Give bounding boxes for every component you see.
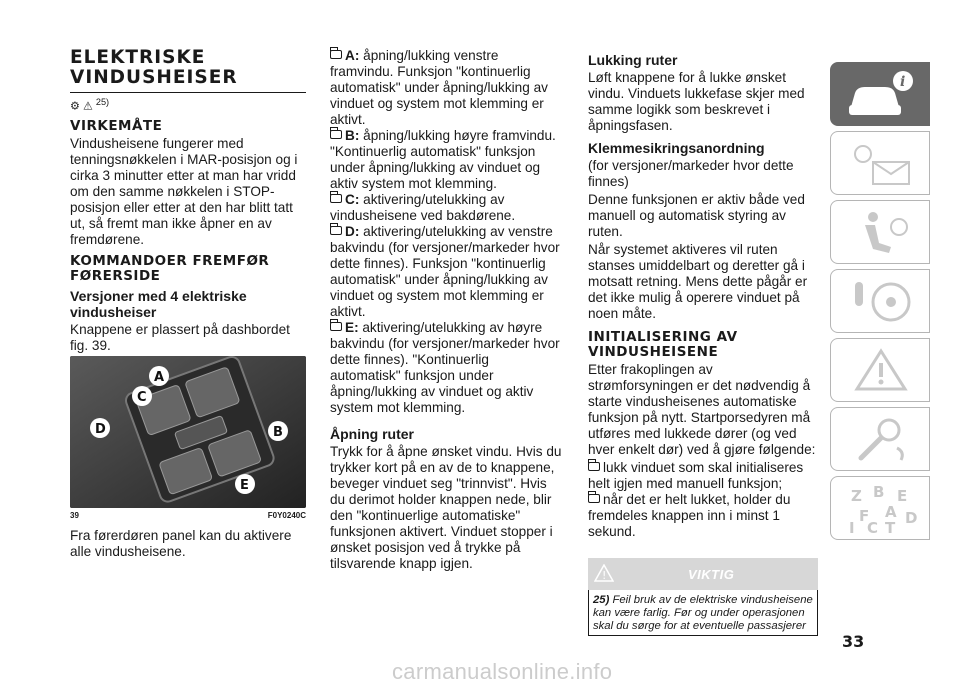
- para-function: Vindusheisene fungerer med tenningsnøkkelen i MAR-posisjon og i cirka 3 minutter etter at man har vridd om den samme nøkkelen i STOP-posisjon eller etter at den har blitt tatt ut, så fremt man ikke åpner en av fremdørene.: [70, 135, 298, 247]
- warning-number: 25): [593, 594, 610, 606]
- list-item: E: aktivering/utelukking av høyre bakvindu (for versjoner/markeder hvor dette finnes). "Kontinuerlig automatisk" funksjon under åpning/lukking av vinduet og aktiv system mot klemming.: [330, 320, 560, 415]
- warning-text: Feil bruk av de elektriske vindusheisene kan være farlig. Før og under operasjonen skal du sørge for at eventuelle passasjerer: [593, 594, 813, 632]
- ref-note: 25): [95, 97, 110, 107]
- warning-triangle-icon: ⚠: [82, 100, 93, 113]
- start-driving-icon: [845, 276, 917, 328]
- para-panel: Fra førerdøren panel kan du aktivere alle vindusheisene.: [70, 527, 292, 559]
- warning-header: [588, 558, 818, 590]
- warning-box: [588, 558, 818, 636]
- bullet-icon: [330, 50, 342, 59]
- callout-b: B: [273, 424, 283, 440]
- list-item: C: aktivering/utelukking av vindusheisene ved bakdørene.: [330, 192, 516, 223]
- tab-index[interactable]: [830, 476, 930, 540]
- svg-text:A: A: [885, 503, 897, 521]
- svg-text:T: T: [885, 519, 896, 535]
- tab-warning-lights[interactable]: [830, 131, 930, 195]
- svg-text:F: F: [859, 507, 870, 525]
- callout-a: A: [154, 369, 165, 385]
- svg-text:D: D: [905, 509, 917, 527]
- svg-text:!: !: [602, 569, 607, 582]
- svg-text:I: I: [849, 519, 855, 535]
- warning-body: [588, 590, 818, 636]
- list-item: B: åpning/lukking høyre framvindu. "Kontinuerlig automatisk" funksjon under åpning/lukking av vinduet og aktiv system mot klemming.: [330, 128, 556, 191]
- heading-open: Åpning ruter: [330, 426, 414, 442]
- list-item: når det er helt lukket, holder du fremdeles knappen inn i minst 1 sekund.: [588, 492, 791, 539]
- init-steps: [588, 460, 818, 540]
- svg-text:B: B: [873, 483, 885, 501]
- section-title-line2: VINDUSHEISER: [70, 67, 238, 88]
- svg-text:E: E: [897, 487, 908, 505]
- tab-car-info[interactable]: [830, 62, 930, 126]
- figure-caption: [70, 511, 306, 520]
- column-2: [330, 48, 562, 574]
- car-wheel-icon: ⚙: [70, 100, 80, 113]
- column-3: [588, 48, 818, 636]
- bullet-icon: [330, 130, 342, 139]
- column-1: [70, 48, 306, 562]
- tab-maintenance[interactable]: [830, 407, 930, 471]
- bullet-icon: [330, 194, 342, 203]
- bullet-icon: [588, 494, 600, 503]
- tab-safety[interactable]: [830, 200, 930, 264]
- emergency-icon: [845, 345, 917, 397]
- callout-c: C: [137, 389, 147, 405]
- list-item: lukk vinduet som skal initialiseres helt igjen med manuell funksjon;: [588, 460, 804, 491]
- list-item: D: aktivering/utelukking av venstre bakvindu (for versjoner/markeder hvor dette finnes). Funksjon "kontinuerlig automatisk" under åpning/lukking av vinduet og system mot klemming er aktivt.: [330, 224, 560, 319]
- para-antipinch-1: (for versjoner/markeder hvor dette finnes): [588, 158, 794, 189]
- safety-icon: [845, 207, 917, 259]
- svg-text:Z: Z: [851, 487, 862, 505]
- para-antipinch-3: Når systemet aktiveres vil ruten stanses umiddelbart og deretter gå i motsatt retning. Mens dette pågår er det ikke mulig å operere vinduet på noen måte.: [588, 242, 808, 321]
- tab-start-driving[interactable]: [830, 269, 930, 333]
- warning-triangle-icon: [594, 564, 614, 582]
- heading-antipinch: Klemmesikringsanordning: [588, 140, 765, 156]
- figure-door-panel: [70, 356, 306, 508]
- title-rule: [70, 92, 306, 93]
- callout-d: D: [95, 421, 106, 437]
- bullet-icon: [330, 226, 342, 235]
- para-init: Etter frakoplingen av strømforsyningen er det nødvendig å starte vindusheisenes automatiske funksjon på nytt. Startporsedyren må utføres med lukkede dører (og ved hver enkelt dør) ved å gjøre følgende:: [588, 362, 816, 457]
- para-open: Trykk for å åpne ønsket vindu. Hvis du trykker kort på en av de to knappene, beveger vinduet seg "trinnvist". Hvis du derimot holder knappen nede, blir den "kontinuerlige automatiske" funksjonen aktivert. Vinduet stopper i ønsket posisjon ved å trykke på tilsvarende knapp igjen.: [330, 444, 562, 571]
- bullet-icon: [588, 462, 600, 471]
- heading-versions: Versjoner med 4 elektriske vindusheiser: [70, 287, 247, 320]
- list-item: A: åpning/lukking venstre framvindu. Funksjon "kontinuerlig automatisk" under åpning/lukking av vinduet og system mot klemming er aktivt.: [330, 48, 548, 127]
- spec-icons: [70, 97, 306, 113]
- page-number: 33: [842, 632, 865, 651]
- bullet-icon: [330, 322, 342, 331]
- heading-function: VIRKEMÅTE: [70, 117, 163, 134]
- door-panel-photo: [70, 356, 306, 508]
- para-antipinch-2: Denne funksjonen er aktiv både ved manuell og automatisk styring av ruten.: [588, 192, 805, 239]
- index-icon: [845, 483, 917, 535]
- figure-number: 39: [70, 510, 79, 520]
- heading-close: Lukking ruter: [588, 52, 678, 68]
- heading-init: INITIALISERING AV VINDUSHEISENE: [588, 329, 738, 360]
- callout-e: E: [240, 477, 249, 493]
- para-buttons: Knappene er plassert på dashbordet fig. 39.: [70, 321, 290, 353]
- car-info-icon: [845, 69, 917, 121]
- button-list: [330, 48, 562, 416]
- maintenance-icon: [845, 414, 917, 466]
- heading-controls: KOMMANDOER FREMFØR FØRERSIDE: [70, 252, 270, 284]
- svg-text:C: C: [867, 519, 879, 535]
- figure-code: F0Y0240C: [267, 510, 306, 520]
- watermark: carmanualsonline.info: [392, 659, 613, 684]
- section-title-line1: ELEKTRISKE: [70, 47, 206, 68]
- para-close: Løft knappene for å lukke ønsket vindu. Vinduets lukkefase skjer med samme logikk som beskrevet i åpningsfasen.: [588, 70, 805, 133]
- tab-emergency[interactable]: [830, 338, 930, 402]
- warning-lights-icon: [845, 138, 917, 190]
- svg-text:i: i: [900, 74, 906, 90]
- warning-title: VIKTIG: [688, 567, 735, 582]
- chapter-tabs: [830, 62, 930, 545]
